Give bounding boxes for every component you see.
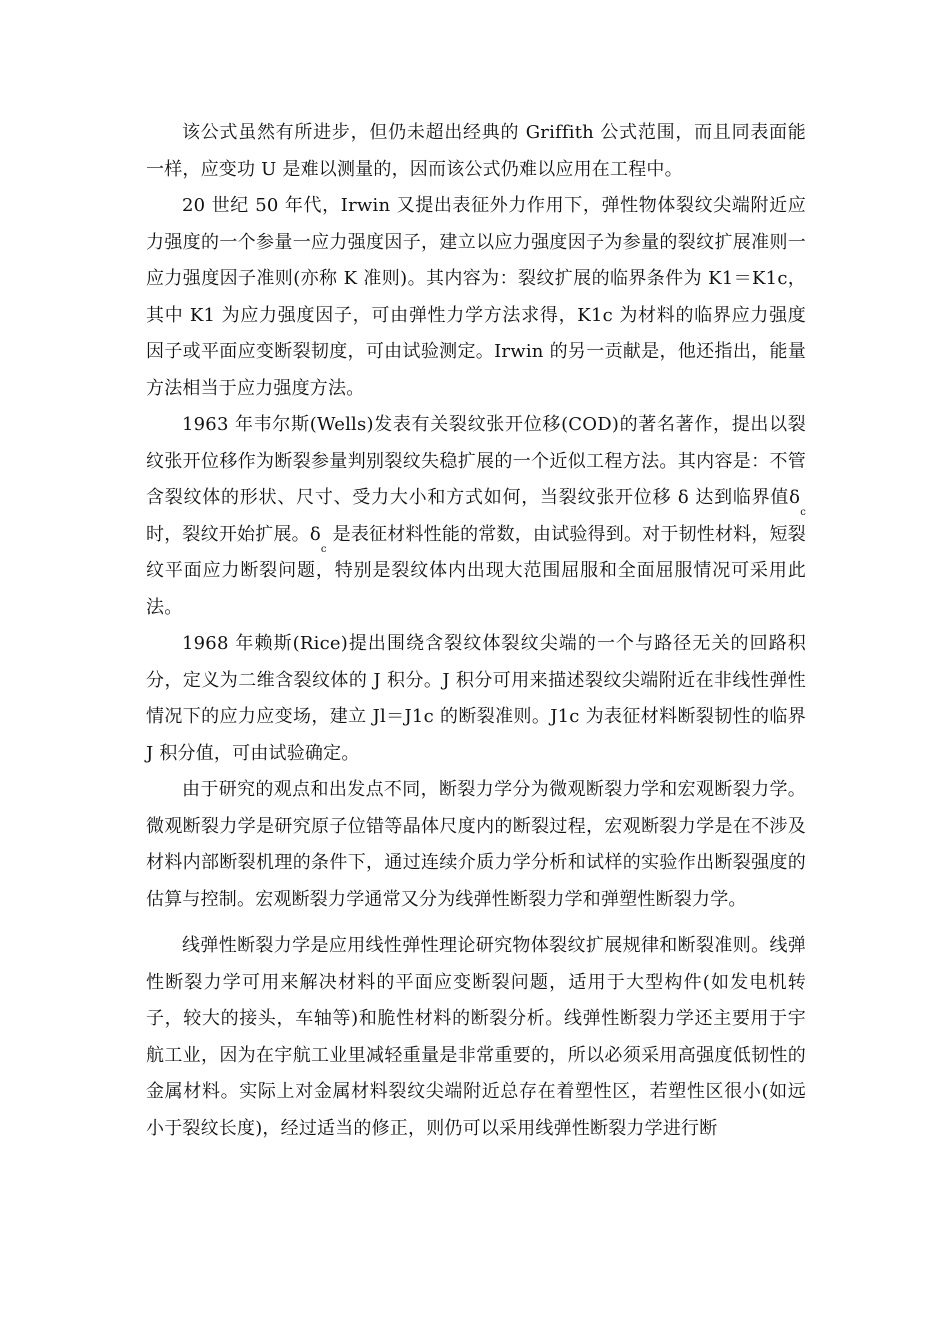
paragraph-rice-j-integral: 1968 年赖斯(Rice)提出围绕含裂纹体裂纹尖端的一个与路径无关的回路积分，定义为二维含裂纹体的 J 积分。J 积分可用来描述裂纹尖端附近在非线性弹性情况下的应力应变场，建立 Jl＝J1c 的断裂准则。J1c 为表征材料断裂韧性的临界 J 积分值，可由试验确定。 xyxy=(146,633,806,764)
paragraph-linear-elastic: 线弹性断裂力学是应用线性弹性理论研究物体裂纹扩展规律和断裂准则。线弹性断裂力学可用来解决材料的平面应变断裂问题，适用于大型构件(如发电机转子，较大的接头，车轴等)和脆性材料的断裂分析。线弹性断裂力学还主要用于宇航工业，因为在宇航工业里减轻重量是非常重要的，所以必须采用高强度低韧性的金属材料。实际上对金属材料裂纹尖端附近总存在着塑性区，若塑性区很小(如远小于裂纹长度)，经过适当的修正，则仍可以采用线弹性断裂力学进行断 xyxy=(146,935,806,1139)
paragraph-irwin: 20 世纪 50 年代，Irwin 又提出表征外力作用下，弹性物体裂纹尖端附近应力强度的一个参量一应力强度因子，建立以应力强度因子为参量的裂纹扩展准则一应力强度因子准则(亦称 K 准则)。其内容为：裂纹扩展的临界条件为 K1＝K1c，其中 K1 为应力强度因子，可由弹性力学方法求得，K1c 为材料的临界应力强度因子或平面应变断裂韧度，可由试验测定。Irwin 的另一贡献是，他还指出，能量方法相当于应力强度方法。 xyxy=(146,195,806,399)
subscript-c: c xyxy=(320,543,327,555)
paragraph-micro-macro: 由于研究的观点和出发点不同，断裂力学分为微观断裂力学和宏观断裂力学。微观断裂力学是研究原子位错等晶体尺度内的断裂过程，宏观断裂力学是在不涉及材料内部断裂机理的条件下，通过连续介质力学分析和试样的实验作出断裂强度的估算与控制。宏观断裂力学通常又分为线弹性断裂力学和弹塑性断裂力学。 xyxy=(146,779,806,910)
paragraph-wells-text-1: 1963 年韦尔斯(Wells)发表有关裂纹张开位移(COD)的著名著作，提出以裂纹张开位移作为断裂参量判别裂纹失稳扩展的一个近似工程方法。其内容是：不管含裂纹体的形状、尺寸、受力大小和方式如何，当裂纹张开位移 δ 达到临界值δ xyxy=(146,414,806,508)
paragraph-wells-text-3: 是表征材料性能的常数，由试验得到。对于韧性材料，短裂纹平面应力断裂问题，特别是裂纹体内出现大范围屈服和全面屈服情况可采用此法。 xyxy=(146,523,807,618)
paragraph-wells-cod xyxy=(146,407,806,626)
paragraph-griffith: 该公式虽然有所进步，但仍未超出经典的 Griffith 公式范围，而且同表面能一样，应变功 U 是难以测量的，因而该公式仍难以应用在工程中。 xyxy=(146,122,806,180)
document-page xyxy=(146,115,806,1147)
subscript-c: c xyxy=(800,507,806,518)
paragraph-wells-text-2: 时，裂纹开始扩展。δ xyxy=(146,523,321,545)
